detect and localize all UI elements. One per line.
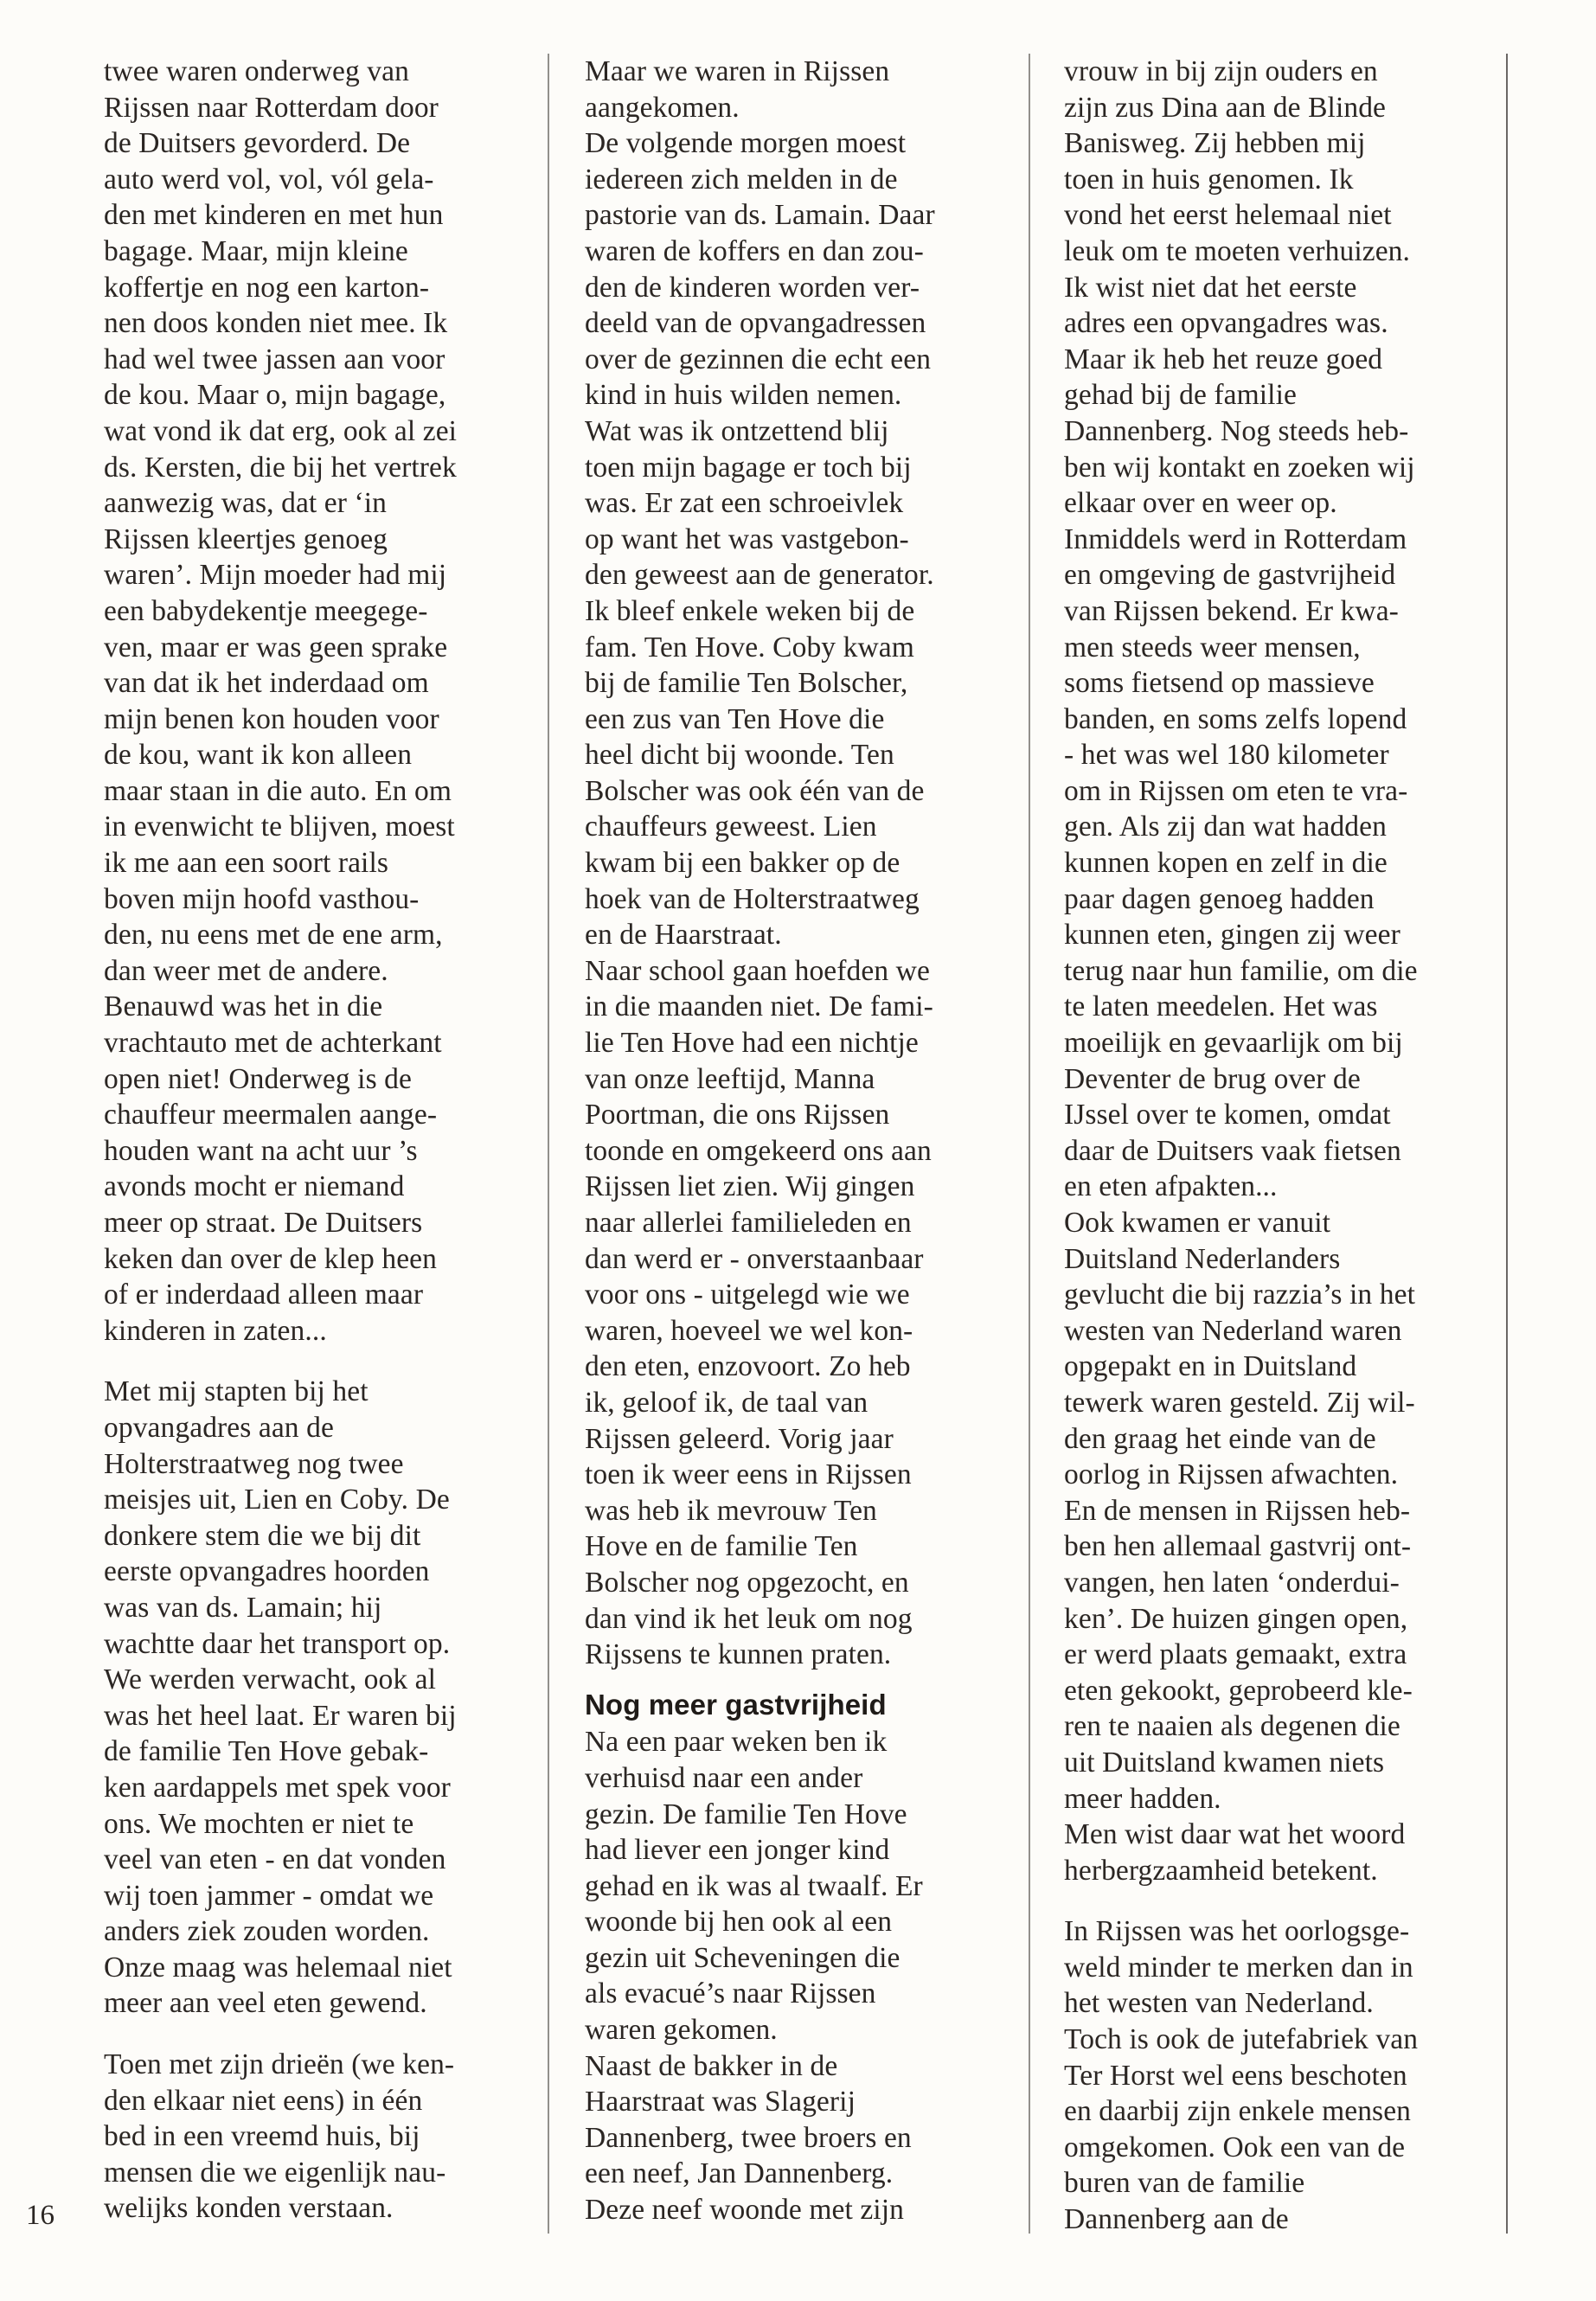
paragraph bbox=[1064, 54, 1497, 1888]
text-line: eten gekookt, geprobeerd kle- bbox=[1064, 1674, 1413, 1707]
text-line: En de mensen in Rijssen heb- bbox=[1064, 1494, 1411, 1527]
text-line: de kou. Maar o, mijn bagage, bbox=[104, 379, 446, 412]
text-line: voor ons - uitgelegd wie we bbox=[585, 1279, 910, 1311]
text-line: Hove en de familie Ten bbox=[585, 1530, 858, 1563]
text-line: vond het eerst helemaal niet bbox=[1064, 199, 1392, 232]
text-line: de familie Ten Hove gebak- bbox=[104, 1735, 429, 1768]
paragraph bbox=[585, 1724, 1017, 2227]
text-line: Ter Horst wel eens beschoten bbox=[1064, 2059, 1407, 2092]
text-line: kind in huis wilden nemen. bbox=[585, 379, 902, 412]
text-line: woonde bij hen ook al een bbox=[585, 1906, 893, 1939]
text-line: westen van Nederland waren bbox=[1064, 1314, 1402, 1347]
text-line: naar allerlei familieleden en bbox=[585, 1207, 912, 1239]
text-line: Duitsland Nederlanders bbox=[1064, 1242, 1341, 1275]
text-line: kwam bij een bakker op de bbox=[585, 847, 901, 880]
text-line: waren, hoeveel we wel kon- bbox=[585, 1314, 913, 1347]
text-line: Ik bleef enkele weken bij de bbox=[585, 594, 915, 627]
text-line: oorlog in Rijssen afwachten. bbox=[1064, 1458, 1399, 1491]
text-line: Rijssens te kunnen praten. bbox=[585, 1638, 892, 1671]
text-line: Holterstraatweg nog twee bbox=[104, 1447, 404, 1480]
text-line: een neef, Jan Dannenberg. bbox=[585, 2157, 894, 2190]
text-line: wij toen jammer - omdat we bbox=[104, 1879, 434, 1912]
text-line: maar staan in die auto. En om bbox=[104, 774, 452, 807]
text-line: buren van de familie bbox=[1064, 2167, 1305, 2200]
text-line: bij de familie Ten Bolscher, bbox=[585, 667, 908, 700]
text-line: Rijssen geleerd. Vorig jaar bbox=[585, 1422, 894, 1455]
text-line: Onze maag was helemaal niet bbox=[104, 1951, 452, 1984]
text-line: Naar school gaan hoefden we bbox=[585, 954, 930, 987]
text-line: of er inderdaad alleen maar bbox=[104, 1279, 424, 1311]
text-line: Bolscher was ook één van de bbox=[585, 774, 925, 807]
text-line: veel van eten - en dat vonden bbox=[104, 1843, 446, 1876]
paragraph bbox=[104, 1374, 536, 2022]
text-line: banden, en soms zelfs lopend bbox=[1064, 702, 1407, 735]
text-line: - het was wel 180 kilometer bbox=[1064, 739, 1389, 772]
text-line: koffertje en nog een karton- bbox=[104, 271, 430, 304]
text-line: anders ziek zouden worden. bbox=[104, 1915, 430, 1948]
text-line: men steeds weer mensen, bbox=[1064, 631, 1361, 663]
text-line: gevlucht die bij razzia’s in het bbox=[1064, 1279, 1415, 1311]
text-line: dan vind ik het leuk om nog bbox=[585, 1602, 913, 1635]
text-line: over de gezinnen die echt een bbox=[585, 343, 932, 375]
text-line: toen mijn bagage er toch bij bbox=[585, 451, 912, 484]
text-line: moeilijk en gevaarlijk om bij bbox=[1064, 1027, 1403, 1060]
text-line: hoek van de Holterstraatweg bbox=[585, 882, 920, 915]
text-line: open niet! Onderweg is de bbox=[104, 1062, 412, 1095]
text-line: We werden verwacht, ook al bbox=[104, 1663, 437, 1696]
text-line: den met kinderen en met hun bbox=[104, 199, 444, 232]
text-line: gezin uit Scheveningen die bbox=[585, 1941, 901, 1974]
text-line: Rijssen kleertjes genoeg bbox=[104, 522, 388, 555]
text-line: ik me aan een soort rails bbox=[104, 847, 389, 880]
text-line: terug naar hun familie, om die bbox=[1064, 954, 1418, 987]
text-line: Deze neef woonde met zijn bbox=[585, 2194, 904, 2227]
text-line: vrouw in bij zijn ouders en bbox=[1064, 55, 1378, 87]
text-line: gezin. De familie Ten Hove bbox=[585, 1798, 907, 1830]
text-line: den de kinderen worden ver- bbox=[585, 271, 920, 304]
text-line: het westen van Nederland. bbox=[1064, 1987, 1374, 2020]
text-line: gen. Als zij dan wat hadden bbox=[1064, 811, 1387, 843]
text-line: op want het was vastgebon- bbox=[585, 522, 909, 555]
text-line: ben hen allemaal gastvrij ont- bbox=[1064, 1530, 1412, 1563]
text-line: omgekomen. Ook een van de bbox=[1064, 2131, 1406, 2163]
paragraph-gap bbox=[1064, 1888, 1497, 1913]
text-line: In Rijssen was het oorlogsge- bbox=[1064, 1915, 1410, 1948]
text-line: meer aan veel eten gewend. bbox=[104, 1987, 427, 2020]
text-line: kunnen eten, gingen zij weer bbox=[1064, 919, 1401, 952]
text-line: Ook kwamen er vanuit bbox=[1064, 1207, 1331, 1239]
text-line: vangen, hen laten ‘onderdui- bbox=[1064, 1566, 1400, 1599]
text-line: twee waren onderweg van bbox=[104, 55, 409, 87]
text-line: donkere stem die we bij dit bbox=[104, 1519, 421, 1552]
text-line: ken’. De huizen gingen open, bbox=[1064, 1602, 1408, 1635]
text-line: paar dagen genoeg hadden bbox=[1064, 882, 1375, 915]
text-line: had wel twee jassen aan voor bbox=[104, 343, 445, 375]
text-line: herbergzaamheid betekent. bbox=[1064, 1854, 1378, 1887]
text-line: Rijssen liet zien. Wij gingen bbox=[585, 1170, 915, 1203]
text-line: daar de Duitsers vaak fietsen bbox=[1064, 1134, 1401, 1167]
text-line: waren gekomen. bbox=[585, 2014, 778, 2047]
text-column-1 bbox=[104, 54, 536, 2227]
text-line: den graag het einde van de bbox=[1064, 1422, 1376, 1455]
text-line: gehad en ik was al twaalf. Er bbox=[585, 1869, 923, 1902]
text-line: uit Duitsland kwamen niets bbox=[1064, 1746, 1385, 1779]
text-line: elkaar over en weer op. bbox=[1064, 487, 1337, 520]
page-number: 16 bbox=[26, 2200, 54, 2231]
text-line: den, nu eens met de ene arm, bbox=[104, 919, 443, 952]
text-line: als evacué’s naar Rijssen bbox=[585, 1977, 876, 2010]
text-line: Haarstraat was Slagerij bbox=[585, 2086, 856, 2118]
text-line: den geweest aan de generator. bbox=[585, 559, 934, 592]
text-line: mensen die we eigenlijk nau- bbox=[104, 2156, 446, 2189]
paragraph bbox=[104, 2047, 536, 2227]
text-line: dan weer met de andere. bbox=[104, 954, 388, 987]
text-line: vrachtauto met de achterkant bbox=[104, 1027, 442, 1060]
text-line: leuk om te moeten verhuizen. bbox=[1064, 234, 1411, 267]
text-line: Dannenberg. Nog steeds heb- bbox=[1064, 414, 1409, 447]
right-margin-rule bbox=[1506, 54, 1508, 2234]
text-line: avonds mocht er niemand bbox=[104, 1170, 405, 1203]
text-line: wat vond ik dat erg, ook al zei bbox=[104, 414, 458, 447]
text-column-2 bbox=[585, 54, 1017, 2228]
paragraph-gap bbox=[104, 1349, 536, 1374]
text-line: pastorie van ds. Lamain. Daar bbox=[585, 199, 935, 232]
text-line: weld minder te merken dan in bbox=[1064, 1951, 1413, 1984]
text-line: een babydekentje meegege- bbox=[104, 594, 428, 627]
text-line: van onze leeftijd, Manna bbox=[585, 1062, 875, 1095]
text-line: wachtte daar het transport op. bbox=[104, 1627, 451, 1660]
text-line: gehad bij de familie bbox=[1064, 379, 1297, 412]
text-line: bagage. Maar, mijn kleine bbox=[104, 234, 408, 267]
text-column-3 bbox=[1064, 54, 1497, 2238]
text-line: soms fietsend op massieve bbox=[1064, 667, 1375, 700]
text-line: Banisweg. Zij hebben mij bbox=[1064, 127, 1366, 160]
text-line: chauffeur meermalen aange- bbox=[104, 1099, 438, 1131]
paragraph bbox=[1064, 1913, 1497, 2237]
text-line: was heb ik mevrouw Ten bbox=[585, 1494, 877, 1527]
text-line: ben wij kontakt en zoeken wij bbox=[1064, 451, 1415, 484]
text-line: boven mijn hoofd vasthou- bbox=[104, 882, 420, 915]
text-line: ds. Kersten, die bij het vertrek bbox=[104, 451, 457, 484]
text-line: en daarbij zijn enkele mensen bbox=[1064, 2095, 1412, 2128]
text-line: verhuisd naar een ander bbox=[585, 1761, 863, 1794]
text-line: nen doos konden niet mee. Ik bbox=[104, 307, 448, 340]
paragraph-gap bbox=[104, 2022, 536, 2047]
text-line: Wat was ik ontzettend blij bbox=[585, 414, 889, 447]
text-line: toonde en omgekeerd ons aan bbox=[585, 1134, 932, 1167]
paragraph bbox=[585, 54, 1017, 1673]
text-line: Men wist daar wat het woord bbox=[1064, 1818, 1406, 1851]
text-line: en de Haarstraat. bbox=[585, 919, 782, 952]
text-line: Maar ik heb het reuze goed bbox=[1064, 343, 1383, 375]
text-line: een zus van Ten Hove die bbox=[585, 702, 885, 735]
text-line: opvangadres aan de bbox=[104, 1411, 334, 1444]
text-line: de Duitsers gevorderd. De bbox=[104, 127, 411, 160]
text-line: om in Rijssen om eten te vra- bbox=[1064, 774, 1408, 807]
text-line: kunnen kopen en zelf in die bbox=[1064, 847, 1388, 880]
text-line: meer hadden. bbox=[1064, 1782, 1221, 1815]
text-line: iedereen zich melden in de bbox=[585, 163, 898, 195]
text-line: lie Ten Hove had een nichtje bbox=[585, 1027, 919, 1060]
text-line: Naast de bakker in de bbox=[585, 2049, 838, 2082]
section-heading: Nog meer gastvrijheid bbox=[585, 1688, 887, 1721]
text-line: opgepakt en in Duitsland bbox=[1064, 1350, 1357, 1383]
text-line: tewerk waren gesteld. Zij wil- bbox=[1064, 1386, 1415, 1419]
text-line: Benauwd was het in die bbox=[104, 990, 383, 1023]
column-divider-1 bbox=[548, 54, 549, 2234]
text-line: den eten, enzovoort. Zo heb bbox=[585, 1350, 911, 1383]
text-line: bed in een vreemd huis, bij bbox=[104, 2120, 420, 2153]
text-line: dan werd er - onverstaanbaar bbox=[585, 1242, 924, 1275]
text-line: Poortman, die ons Rijssen bbox=[585, 1099, 890, 1131]
text-line: Toch is ook de jutefabriek van bbox=[1064, 2023, 1419, 2056]
text-line: was het heel laat. Er waren bij bbox=[104, 1699, 457, 1732]
text-line: eerste opvangadres hoorden bbox=[104, 1555, 430, 1588]
text-line: welijks konden verstaan. bbox=[104, 2192, 394, 2225]
text-line: meer op straat. De Duitsers bbox=[104, 1207, 423, 1239]
text-line: deeld van de opvangadressen bbox=[585, 307, 926, 340]
text-line: Bolscher nog opgezocht, en bbox=[585, 1566, 909, 1599]
text-line: meisjes uit, Lien en Coby. De bbox=[104, 1484, 450, 1516]
text-line: in evenwicht te blijven, moest bbox=[104, 811, 455, 843]
text-line: kinderen in zaten... bbox=[104, 1314, 327, 1347]
text-line: mijn benen kon houden voor bbox=[104, 702, 439, 735]
text-line: keken dan over de klep heen bbox=[104, 1242, 437, 1275]
text-line: heel dicht bij woonde. Ten bbox=[585, 739, 894, 772]
text-line: ik, geloof ik, de taal van bbox=[585, 1386, 869, 1419]
text-line: Deventer de brug over de bbox=[1064, 1062, 1361, 1095]
text-line: Dannenberg, twee broers en bbox=[585, 2121, 912, 2154]
paragraph bbox=[104, 54, 536, 1349]
text-line: de kou, want ik kon alleen bbox=[104, 739, 413, 772]
text-line: Maar we waren in Rijssen bbox=[585, 55, 890, 87]
text-line: toen in huis genomen. Ik bbox=[1064, 163, 1354, 195]
text-line: waren de koffers en dan zou- bbox=[585, 234, 924, 267]
text-line: ren te naaien als degenen die bbox=[1064, 1710, 1401, 1743]
text-line: toen ik weer eens in Rijssen bbox=[585, 1458, 912, 1491]
text-line: Inmiddels werd in Rotterdam bbox=[1064, 522, 1407, 555]
text-line: had liever een jonger kind bbox=[585, 1834, 890, 1867]
text-line: ons. We mochten er niet te bbox=[104, 1807, 414, 1840]
text-line: aanwezig was, dat er ‘in bbox=[104, 487, 388, 520]
text-line: auto werd vol, vol, vól gela- bbox=[104, 163, 434, 195]
text-line: De volgende morgen moest bbox=[585, 127, 907, 160]
text-line: chauffeurs geweest. Lien bbox=[585, 811, 877, 843]
text-line: ken aardappels met spek voor bbox=[104, 1771, 451, 1804]
text-line: fam. Ten Hove. Coby kwam bbox=[585, 631, 914, 663]
column-divider-2 bbox=[1029, 54, 1030, 2234]
text-line: van dat ik het inderdaad om bbox=[104, 667, 429, 700]
text-line: waren’. Mijn moeder had mij bbox=[104, 559, 447, 592]
text-line: Toen met zijn drieën (we ken- bbox=[104, 2048, 455, 2081]
text-line: Dannenberg aan de bbox=[1064, 2203, 1289, 2236]
text-line: en omgeving de gastvrijheid bbox=[1064, 559, 1396, 592]
text-line: houden want na acht uur ’s bbox=[104, 1134, 418, 1167]
text-line: ven, maar er was geen sprake bbox=[104, 631, 448, 663]
text-line: er werd plaats gemaakt, extra bbox=[1064, 1638, 1407, 1671]
text-line: van Rijssen bekend. Er kwa- bbox=[1064, 594, 1399, 627]
text-line: was van ds. Lamain; hij bbox=[104, 1591, 382, 1624]
text-line: in die maanden niet. De fami- bbox=[585, 990, 933, 1023]
text-line: zijn zus Dina aan de Blinde bbox=[1064, 91, 1387, 124]
text-line: Na een paar weken ben ik bbox=[585, 1726, 888, 1759]
text-line: IJssel over te komen, omdat bbox=[1064, 1099, 1391, 1131]
text-line: en eten afpakten... bbox=[1064, 1170, 1278, 1203]
text-line: Met mij stapten bij het bbox=[104, 1375, 369, 1408]
text-line: Rijssen naar Rotterdam door bbox=[104, 91, 439, 124]
text-line: was. Er zat een schroeivlek bbox=[585, 487, 904, 520]
text-line: te laten meedelen. Het was bbox=[1064, 990, 1378, 1023]
text-line: den elkaar niet eens) in één bbox=[104, 2084, 423, 2117]
text-line: adres een opvangadres was. bbox=[1064, 307, 1388, 340]
text-line: Ik wist niet dat het eerste bbox=[1064, 271, 1357, 304]
text-line: aangekomen. bbox=[585, 91, 740, 124]
